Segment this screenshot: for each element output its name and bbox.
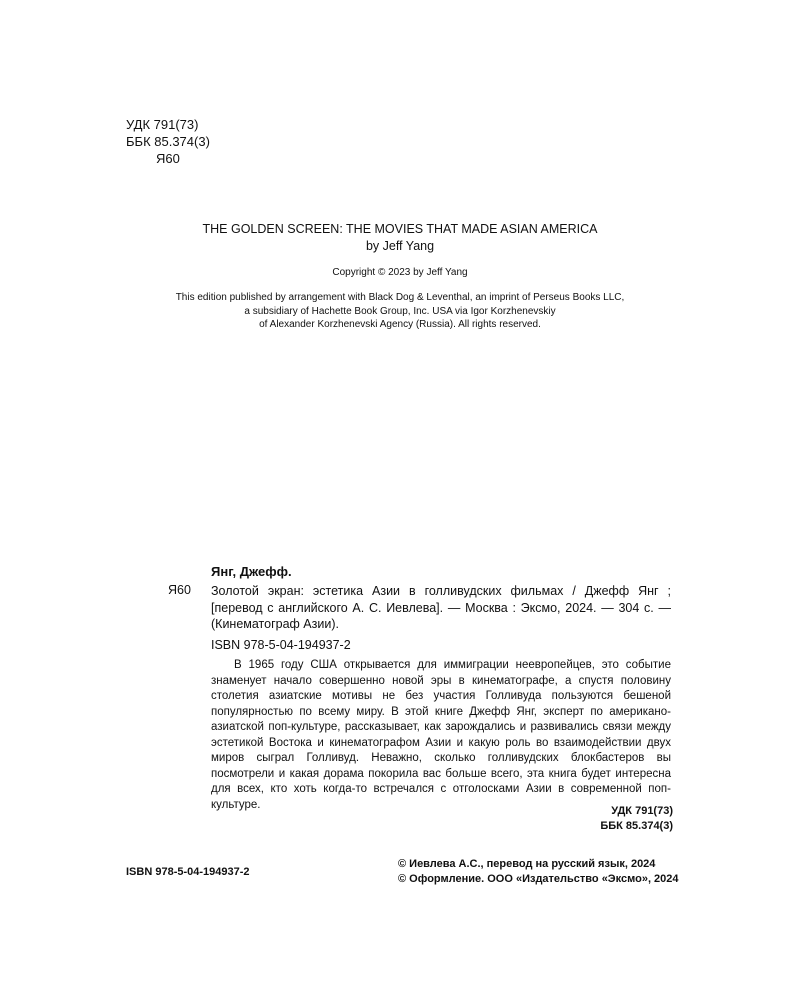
edition-line: a subsidiary of Hachette Book Group, Inc. USA via Igor Korzhenevskiy: [244, 305, 556, 317]
translation-copyright: © Иевлева А.С., перевод на русский язык, 2024: [398, 858, 656, 870]
catalog-author: Янг, Джефф.: [211, 564, 292, 579]
bbk-code: ББК 85.374(3): [126, 134, 210, 149]
catalog-udk: УДК 791(73): [611, 805, 673, 817]
original-title: THE GOLDEN SCREEN: THE MOVIES THAT MADE ASIAN AMERICA: [202, 222, 598, 236]
catalog-description: Золотой экран: эстетика Азии в голливудских фильмах / Джефф Янг ; [перевод с английского А. С. Иевлева]. — Москва : Эксмо, 2024. — 304 с. — (Кинематограф Азии).: [211, 584, 671, 631]
original-copyright: Copyright © 2023 by Jeff Yang: [332, 267, 468, 278]
footer-copyrights: [398, 857, 679, 887]
catalog-isbn: ISBN 978-5-04-194937-2: [211, 638, 351, 652]
catalog-classification: [520, 804, 673, 834]
catalog-annotation: [211, 658, 671, 813]
original-title-block: [0, 221, 800, 255]
catalog-author-sign: Я60: [168, 583, 191, 597]
edition-line: This edition published by arrangement with Black Dog & Leventhal, an imprint of Perseus Books LLC,: [175, 292, 625, 303]
catalog-bbk: ББК 85.374(3): [600, 820, 673, 832]
original-byline: by Jeff Yang: [365, 239, 435, 253]
footer-isbn: ISBN 978-5-04-194937-2: [126, 866, 250, 878]
author-sign: Я60: [156, 151, 180, 166]
edition-line: of Alexander Korzhenevski Agency (Russia). All rights reserved.: [259, 319, 541, 330]
classification-header: [126, 116, 210, 167]
annotation-text: В 1965 году США открывается для иммиграции неевропейцев, это событие знаменует начало совершенно новой эры в кинематографе, а спустя половину столетия азиатские мотивы не без участия Голливуда пользуются бешеной популярностью по всему миру. В этой книге Джефф Янг, эксперт по американо-азиатской поп-культуре, рассказывает, как зарождались и развивались связи между эстетикой Востока и кинематографом Азии и какую роль во взаимодействии двух миров сыграл Голливуд. Неважно, сколько голливудских блокбастеров вы посмотрели и какая дорама покорила вас больше всего, эта книга будет интересна для всех, кто хоть когда-то встречался с отголосками Азии в современной поп-культуре.: [211, 659, 671, 811]
udk-code: УДК 791(73): [126, 117, 199, 132]
design-copyright: © Оформление. ООО «Издательство «Эксмо», 2024: [398, 873, 679, 885]
edition-notice: [100, 291, 700, 332]
